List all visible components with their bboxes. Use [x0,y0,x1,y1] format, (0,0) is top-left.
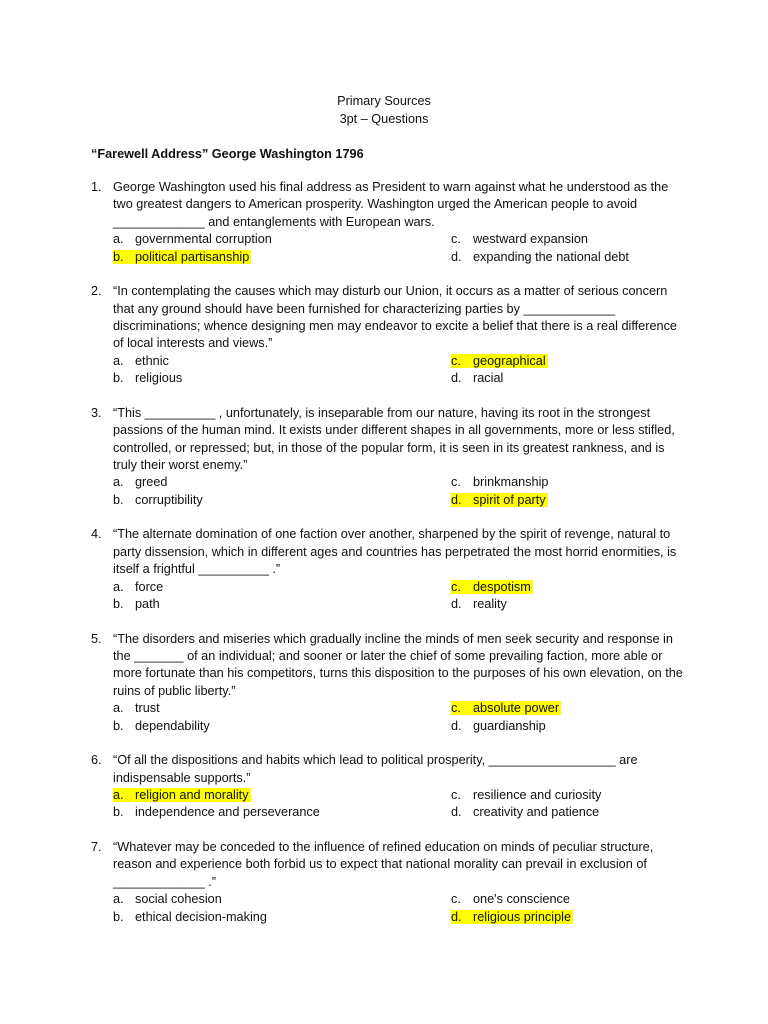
option-text: westward expansion [473,232,588,247]
option-letter: b. [113,249,124,264]
question-text: “The alternate domination of one faction over another, sharpened by the spirit of revenge, natural to party dissension, which in different ages and countries has perpetrated the most horrid enormities, is itself a frightful __________ .” [113,527,680,577]
option-text: governmental corruption [135,232,272,247]
option-text: brinkmanship [473,475,549,490]
option-letter: d. [451,492,462,507]
question-number: 6. [91,753,102,768]
answer-options [113,787,691,822]
question-list [91,179,691,943]
highlighted-answer [113,250,251,264]
option-letter: b. [113,492,124,507]
option-letter: b. [113,596,124,611]
option-text: greed [135,475,168,490]
answer-option [113,804,451,821]
question-item [91,839,691,926]
option-letter: a. [113,475,124,490]
answer-content [451,788,601,802]
question-item [91,283,691,387]
answer-content [113,805,320,819]
option-letter: c. [451,579,461,594]
option-text: religious [135,371,183,386]
answer-option [451,891,691,908]
answer-content [451,371,503,385]
option-text: one's conscience [473,892,570,907]
option-letter: a. [113,787,124,802]
option-letter: c. [451,475,461,490]
answer-option [451,370,691,387]
answer-options [113,700,691,735]
option-letter: a. [113,353,124,368]
question-text: “In contemplating the causes which may disturb our Union, it occurs as a matter of serious concern that any ground should have been furnished for characterizing parties by _____________ discriminations; whence designing men may endeavor to excite a belief that there is a real difference of local interests and views.” [113,284,681,351]
option-letter: c. [451,892,461,907]
question-number: 5. [91,631,102,646]
option-text: religious principle [473,909,572,924]
answer-option [113,891,451,908]
option-letter: b. [113,909,124,924]
answer-content [113,232,272,246]
option-letter: b. [113,805,124,820]
answer-option [113,596,451,613]
answer-content [451,232,588,246]
option-text: trust [135,701,160,716]
option-text: independence and perseverance [135,805,320,820]
option-letter: a. [113,701,124,716]
answer-options [113,579,691,614]
answer-options [113,231,691,266]
answer-content [113,701,160,715]
answer-content [113,892,222,906]
option-letter: d. [451,909,462,924]
option-text: guardianship [473,718,546,733]
answer-content [451,892,570,906]
question-text: “The disorders and miseries which gradually incline the minds of men seek security and response in the _______ of an individual; and sooner or later the chief of some prevailing faction, more able or more fortunate than his competitors, turns this disposition to the purposes of his own elevation, on the ruins of public liberty.” [113,631,687,698]
answer-option [451,787,691,804]
option-text: absolute power [473,701,560,716]
question-item [91,405,691,509]
option-text: religion and morality [135,787,249,802]
question-item [91,526,691,613]
option-letter: d. [451,371,462,386]
question-item [91,631,691,735]
highlighted-answer [451,493,548,507]
question-item [91,752,691,822]
document-title: “Farewell Address” George Washington 1796 [91,147,364,161]
answer-content [451,719,546,733]
question-number: 7. [91,839,102,854]
answer-option [113,700,451,717]
option-letter: c. [451,353,461,368]
answer-option [113,492,451,509]
answer-option [113,249,451,266]
option-text: corruptibility [135,492,203,507]
answer-content [113,597,160,611]
option-letter: a. [113,892,124,907]
option-text: political partisanship [135,249,250,264]
option-letter: c. [451,701,461,716]
answer-options [113,891,691,926]
answer-option [113,909,451,926]
option-text: expanding the national debt [473,249,629,264]
header-line-1: Primary Sources [337,94,431,108]
highlighted-answer [451,580,533,594]
answer-content [451,805,599,819]
option-text: spirit of party [473,492,546,507]
answer-option [451,353,691,370]
answer-option [451,718,691,735]
answer-option [113,787,451,804]
question-number: 3. [91,405,102,420]
answer-option [113,718,451,735]
option-letter: d. [451,805,462,820]
answer-option [451,579,691,596]
option-text: dependability [135,718,210,733]
answer-content [451,250,629,264]
answer-option [451,804,691,821]
question-item [91,179,691,266]
option-text: social cohesion [135,892,222,907]
option-text: ethical decision-making [135,909,267,924]
answer-options [113,474,691,509]
option-letter: b. [113,718,124,733]
option-text: geographical [473,353,546,368]
answer-option [451,596,691,613]
answer-option [113,474,451,491]
option-text: resilience and curiosity [473,787,602,802]
answer-content [113,910,267,924]
option-text: despotism [473,579,531,594]
answer-option [113,579,451,596]
answer-options [113,353,691,388]
answer-content [451,475,548,489]
option-text: path [135,596,160,611]
option-letter: a. [113,232,124,247]
answer-content [113,493,203,507]
option-letter: d. [451,249,462,264]
answer-option [113,370,451,387]
answer-content [113,475,167,489]
option-text: force [135,579,164,594]
question-number: 4. [91,527,102,542]
answer-content [113,354,169,368]
answer-option [451,249,691,266]
header-line-2: 3pt – Questions [339,111,429,126]
answer-option [113,231,451,248]
answer-option [451,909,691,926]
highlighted-answer [451,701,561,715]
question-text: “Whatever may be conceded to the influence of refined education on minds of peculiar structure, reason and experience both forbid us to expect that national morality can prevail in exclusion of _____________ .” [113,839,657,889]
option-letter: c. [451,787,461,802]
answer-option [451,492,691,509]
question-number: 1. [91,180,102,194]
answer-content [113,371,182,385]
highlighted-answer [451,910,573,924]
document-header [0,93,768,128]
answer-content [113,580,163,594]
option-letter: c. [451,232,461,247]
answer-option [451,474,691,491]
answer-content [451,597,507,611]
question-text: “This __________ , unfortunately, is inseparable from our nature, having its root in the strongest passions of the human mind. It exists under different shapes in all governments, more or less stifled, controlled, or repressed; but, in those of the popular form, it is seen in its greatest rankness, and is truly their worst enemy.” [113,405,679,472]
option-letter: d. [451,596,462,611]
answer-option [113,353,451,370]
highlighted-answer [451,354,548,368]
option-text: reality [473,596,507,611]
option-letter: d. [451,718,462,733]
option-text: ethnic [135,353,169,368]
answer-option [451,700,691,717]
option-text: racial [473,371,504,386]
option-letter: a. [113,579,124,594]
option-text: creativity and patience [473,805,600,820]
option-letter: b. [113,371,124,386]
answer-option [451,231,691,248]
answer-content [113,719,210,733]
highlighted-answer [113,788,251,802]
question-number: 2. [91,284,102,299]
question-text: “Of all the dispositions and habits which lead to political prosperity, __________________ are indispensable supports.” [113,753,642,785]
question-text: George Washington used his final address as President to warn against what he understood as the two greatest dangers to American prosperity. Washington urged the American people to avoid _____________ and entanglements with European wars. [113,180,672,229]
